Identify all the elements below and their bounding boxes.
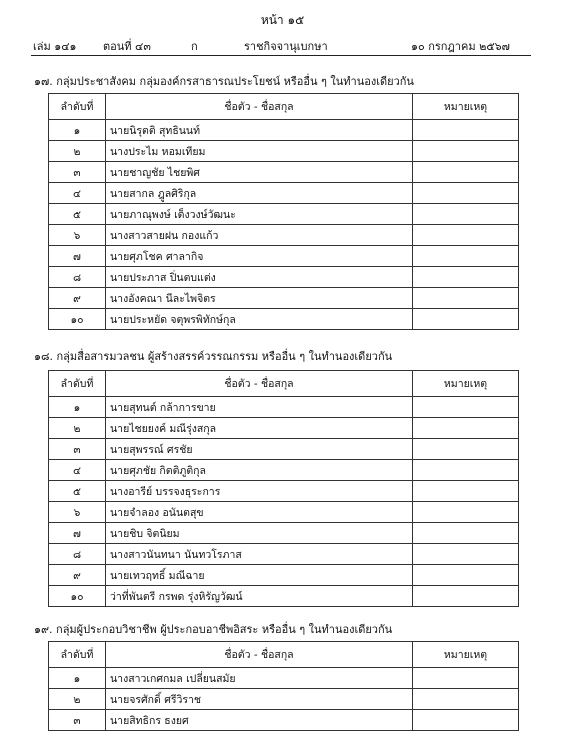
row-number: ๓ — [49, 162, 106, 183]
row-remark — [413, 397, 519, 418]
section-title-18: ๑๘. กลุ่มสื่อสารมวลชน ผู้สร้างสรรค์วรรณกรรม หรืออื่น ๆ ในทำนองเดียวกัน — [34, 350, 393, 363]
person-name: นางสาวสายฝน กองแก้ว — [106, 225, 413, 246]
table-header-row — [49, 642, 519, 668]
person-name: นายสุทนต์ กล้าการขาย — [106, 397, 413, 418]
page-number: หน้า ๑๕ — [260, 13, 305, 27]
table-header-row — [49, 94, 519, 120]
row-number: ๔ — [49, 460, 106, 481]
row-remark — [413, 481, 519, 502]
row-number: ๕ — [49, 204, 106, 225]
row-number: ๑๐ — [49, 586, 106, 607]
table-header-row — [49, 371, 519, 397]
row-number: ๖ — [49, 225, 106, 246]
table-row — [49, 225, 519, 246]
person-name: ว่าที่พันตรี กรพด รุ่งหิรัญวัฒน์ — [106, 586, 413, 607]
table-row — [49, 418, 519, 439]
table-row — [49, 204, 519, 225]
column-header-order: ลำดับที่ — [49, 94, 106, 120]
row-remark — [413, 565, 519, 586]
section-title-19: ๑๙. กลุ่มผู้ประกอบวิชาชีพ ผู้ประกอบอาชีพอิสระ หรืออื่น ๆ ในทำนองเดียวกัน — [34, 623, 393, 636]
table-row — [49, 460, 519, 481]
table-row — [49, 523, 519, 544]
person-name: นายสากล ฎูลศิริกุล — [106, 183, 413, 204]
row-number: ๙ — [49, 565, 106, 586]
person-name: นายชิบ จิตนิยม — [106, 523, 413, 544]
row-number: ๘ — [49, 267, 106, 288]
table-row — [49, 689, 519, 710]
table-row — [49, 183, 519, 204]
table-row — [49, 544, 519, 565]
gazette-name: ราชกิจจานุเบกษา — [244, 40, 328, 53]
row-remark — [413, 710, 519, 731]
table-row — [49, 162, 519, 183]
table-row — [49, 309, 519, 330]
table-row — [49, 502, 519, 523]
row-remark — [413, 439, 519, 460]
section-label: ก — [191, 40, 198, 53]
row-remark — [413, 544, 519, 565]
roster-table-19 — [48, 641, 519, 731]
row-number: ๓ — [49, 439, 106, 460]
table-row — [49, 439, 519, 460]
table-row — [49, 668, 519, 689]
person-name: นายประภาส ปิ่นตบแต่ง — [106, 267, 413, 288]
row-number: ๑ — [49, 668, 106, 689]
row-number: ๑๐ — [49, 309, 106, 330]
person-name: นางอารีย์ บรรจงธุระการ — [106, 481, 413, 502]
row-remark — [413, 204, 519, 225]
row-number: ๒ — [49, 689, 106, 710]
row-remark — [413, 183, 519, 204]
person-name: นายเทวฤทธิ์ มณีฉาย — [106, 565, 413, 586]
volume-label: เล่ม ๑๔๑ — [33, 40, 77, 53]
column-header-name: ชื่อตัว - ชื่อสกุล — [106, 642, 413, 668]
row-remark — [413, 246, 519, 267]
table-row — [49, 246, 519, 267]
table-row — [49, 586, 519, 607]
person-name: นายสิทธิกร ธงยศ — [106, 710, 413, 731]
person-name: นายชาญชัย ไชยพิศ — [106, 162, 413, 183]
table-row — [49, 710, 519, 731]
row-remark — [413, 668, 519, 689]
person-name: นายสุพรรณ์ ศรชัย — [106, 439, 413, 460]
person-name: นายจำลอง อนันตสุข — [106, 502, 413, 523]
person-name: นายศุภชัย กิตติภูติกุล — [106, 460, 413, 481]
person-name: นายประหยัด จตุพรพิทักษ์กุล — [106, 309, 413, 330]
person-name: นางประไม หอมเทียม — [106, 141, 413, 162]
row-number: ๒ — [49, 418, 106, 439]
table-row — [49, 565, 519, 586]
row-number: ๒ — [49, 141, 106, 162]
row-remark — [413, 418, 519, 439]
gazette-header — [31, 37, 531, 56]
column-header-remark: หมายเหตุ — [413, 94, 519, 120]
issue-date: ๑๐ กรกฎาคม ๒๕๖๗ — [411, 40, 510, 53]
table-row — [49, 397, 519, 418]
table-row — [49, 267, 519, 288]
table-row — [49, 288, 519, 309]
row-remark — [413, 225, 519, 246]
column-header-remark: หมายเหตุ — [413, 371, 519, 397]
person-name: นายไชยยงค์ มณีรุ่งสกุล — [106, 418, 413, 439]
person-name: นายจรศักดิ์ ศรีวิราช — [106, 689, 413, 710]
row-remark — [413, 460, 519, 481]
row-number: ๖ — [49, 502, 106, 523]
person-name: นางสาวนันทนา นันทวโรภาส — [106, 544, 413, 565]
row-number: ๗ — [49, 523, 106, 544]
row-remark — [413, 288, 519, 309]
row-remark — [413, 586, 519, 607]
table-row — [49, 120, 519, 141]
column-header-name: ชื่อตัว - ชื่อสกุล — [106, 94, 413, 120]
row-remark — [413, 309, 519, 330]
row-number: ๑ — [49, 397, 106, 418]
column-header-order: ลำดับที่ — [49, 642, 106, 668]
row-remark — [413, 523, 519, 544]
row-number: ๙ — [49, 288, 106, 309]
person-name: นายนิรุตติ สุทธินนท์ — [106, 120, 413, 141]
person-name: นางอังคณา นีละไพจิตร — [106, 288, 413, 309]
row-number: ๓ — [49, 710, 106, 731]
row-number: ๔ — [49, 183, 106, 204]
roster-table-18 — [48, 370, 519, 607]
row-number: ๕ — [49, 481, 106, 502]
row-remark — [413, 502, 519, 523]
column-header-name: ชื่อตัว - ชื่อสกุล — [106, 371, 413, 397]
person-name: นายศุภโชค ศาลากิจ — [106, 246, 413, 267]
table-row — [49, 481, 519, 502]
person-name: นายภาณุพงษ์ เต็งวงษ์วัฒนะ — [106, 204, 413, 225]
row-remark — [413, 689, 519, 710]
row-remark — [413, 162, 519, 183]
row-remark — [413, 120, 519, 141]
row-number: ๑ — [49, 120, 106, 141]
row-remark — [413, 141, 519, 162]
column-header-order: ลำดับที่ — [49, 371, 106, 397]
table-row — [49, 141, 519, 162]
row-number: ๗ — [49, 246, 106, 267]
roster-table-17 — [48, 93, 519, 330]
section-title-17: ๑๗. กลุ่มประชาสังคม กลุ่มองค์กรสาธารณประโยชน์ หรืออื่น ๆ ในทำนองเดียวกัน — [34, 75, 414, 88]
person-name: นางสาวเกศกมล เปลี่ยนสมัย — [106, 668, 413, 689]
row-number: ๘ — [49, 544, 106, 565]
part-label: ตอนที่ ๔๓ — [103, 40, 151, 53]
row-remark — [413, 267, 519, 288]
column-header-remark: หมายเหตุ — [413, 642, 519, 668]
